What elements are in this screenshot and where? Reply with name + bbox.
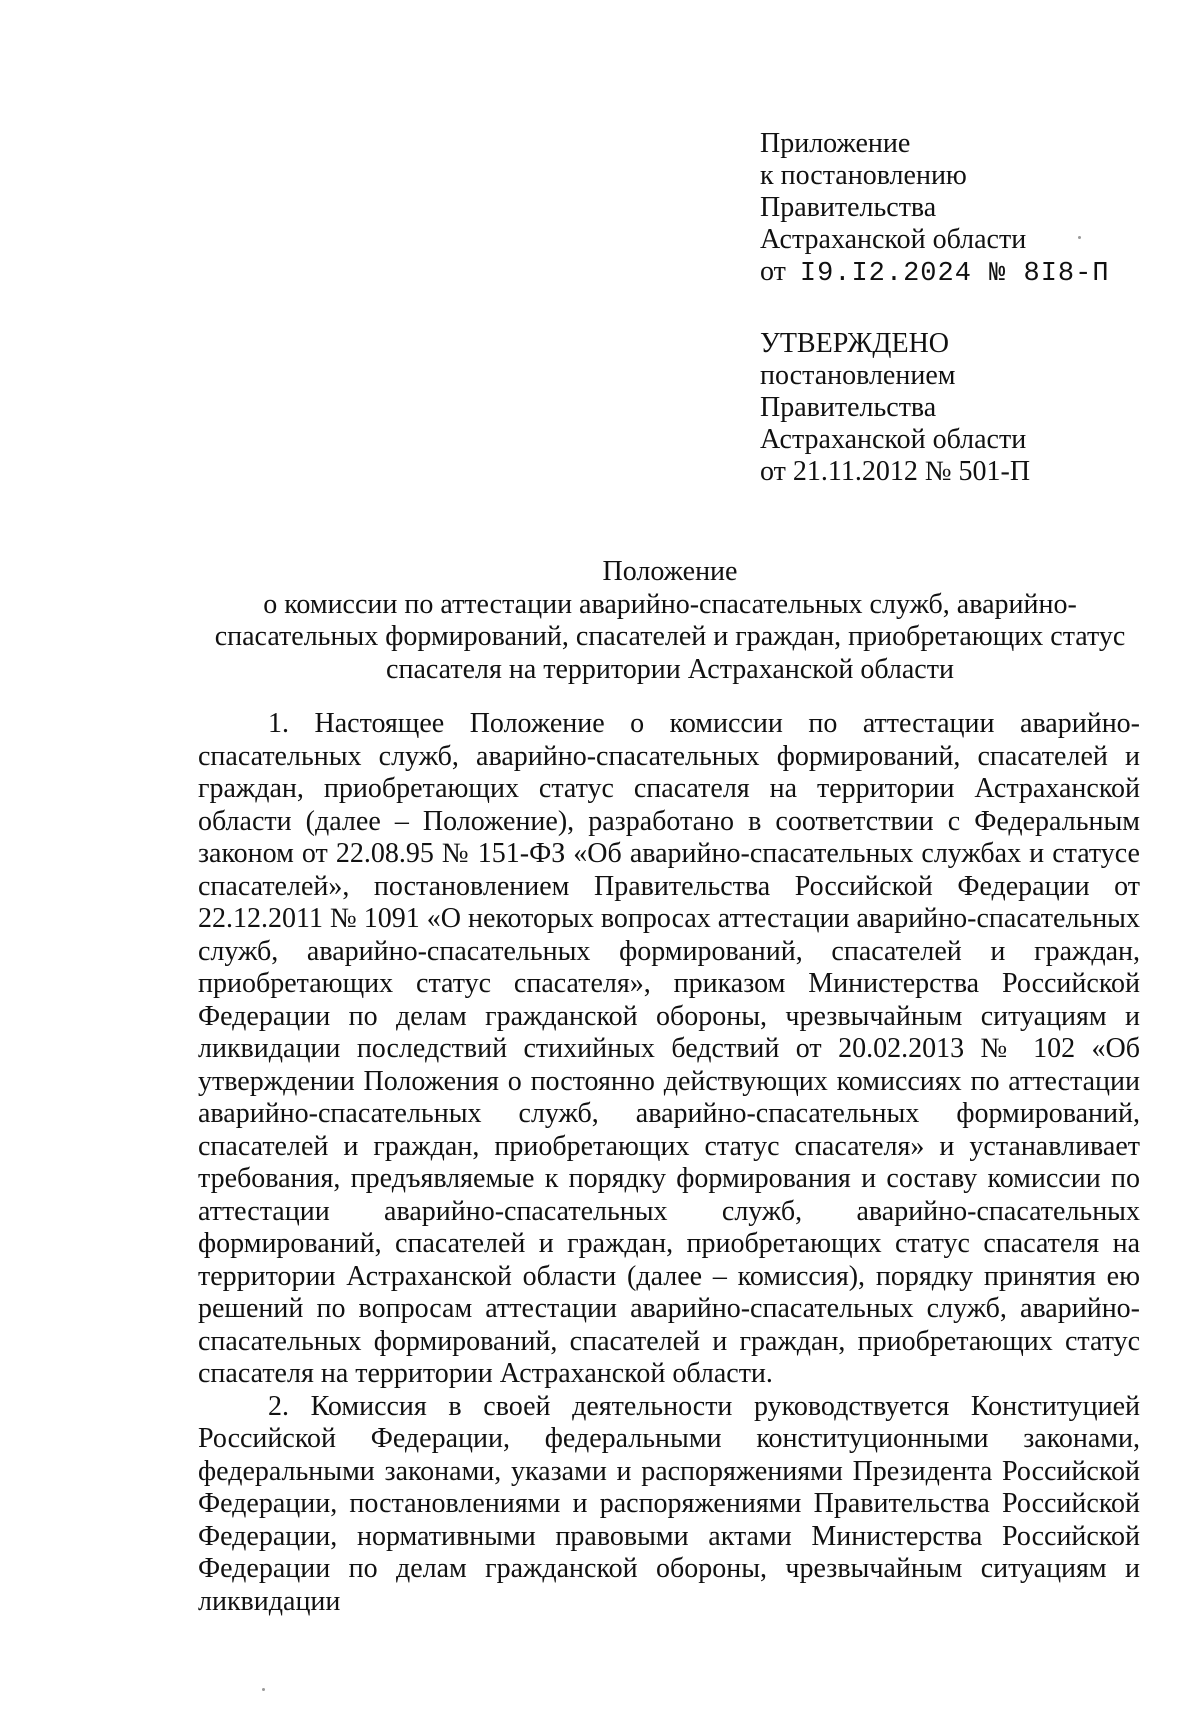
approved-line: Правительства [760, 392, 937, 423]
paragraph: 2. Комиссия в своей деятельности руководствуется Конституцией Российской Федерации, федеральными конституционными законами, федеральными законами, указами и распоряжениями Президента Российской Федерации, постановлениями и распоряжениями Правительства Российской Федерации, нормативными правовыми актами Министерства Российской Федерации по делам гражданской обороны, чрезвычайным ситуациям и ликвидации [198, 1390, 1140, 1617]
scan-speck [262, 1688, 265, 1691]
approved-line: Астраханской области [760, 424, 1027, 455]
document-subtitle: о комиссии по аттестации аварийно-спасательных служб, аварийно-спасательных формирований, спасателей и граждан, приобретающих статус спасателя на территории Астраханской области [214, 588, 1126, 685]
document-body [198, 708, 1140, 1618]
document-title: Положение [602, 556, 738, 587]
appendix-line: Астраханской области [760, 224, 1027, 255]
approved-block [760, 328, 1030, 488]
document-title-block [190, 556, 1150, 686]
appendix-line: Приложение [760, 128, 911, 159]
appendix-line: к постановлению [760, 160, 967, 191]
appendix-date-line [760, 256, 1110, 290]
approved-heading: УТВЕРЖДЕНО [760, 328, 950, 359]
appendix-line: Правительства [760, 192, 937, 223]
appendix-date-prefix: от [760, 256, 786, 287]
appendix-block [760, 128, 1110, 290]
paragraph: 1. Настоящее Положение о комиссии по аттестации аварийно-спасательных служб, аварийно-спасательных формирований, спасателей и граждан, приобретающих статус спасателя на территории Астраханской области (далее – Положение), разработано в соответствии с Федеральным законом от 22.08.95 № 151-ФЗ «Об аварийно-спасательных службах и статусе спасателей», постановлением Правительства Российской Федерации от 22.12.2011 № 1091 «О некоторых вопросах аттестации аварийно-спасательных служб, аварийно-спасательных формирований, спасателей и граждан, приобретающих статус спасателя», приказом Министерства Российской Федерации по делам гражданской обороны, чрезвычайным ситуациям и ликвидации последствий стихийных бедствий от 20.02.2013 № 102 «Об утверждении Положения о постоянно действующих комиссиях по аттестации аварийно-спасательных служб, аварийно-спасательных формирований, спасателей и граждан, приобретающих статус спасателя» и устанавливает требования, предъявляемые к порядку формирования и составу комиссии по аттестации аварийно-спасательных служб, аварийно-спасательных формирований, спасателей и граждан, приобретающих статус спасателя на территории Астраханской области (далее – комиссия), порядку принятия ею решений по вопросам аттестации аварийно-спасательных служб, аварийно-спасательных формирований, спасателей и граждан, приобретающих статус спасателя на территории Астраханской области. [198, 708, 1140, 1389]
scan-speck [1078, 236, 1081, 239]
approved-line: постановлением [760, 360, 956, 391]
approved-line: от 21.11.2012 № 501-П [760, 456, 1031, 487]
appendix-date-stamp: I9.I2.2024 № 8I8-П [799, 259, 1110, 289]
